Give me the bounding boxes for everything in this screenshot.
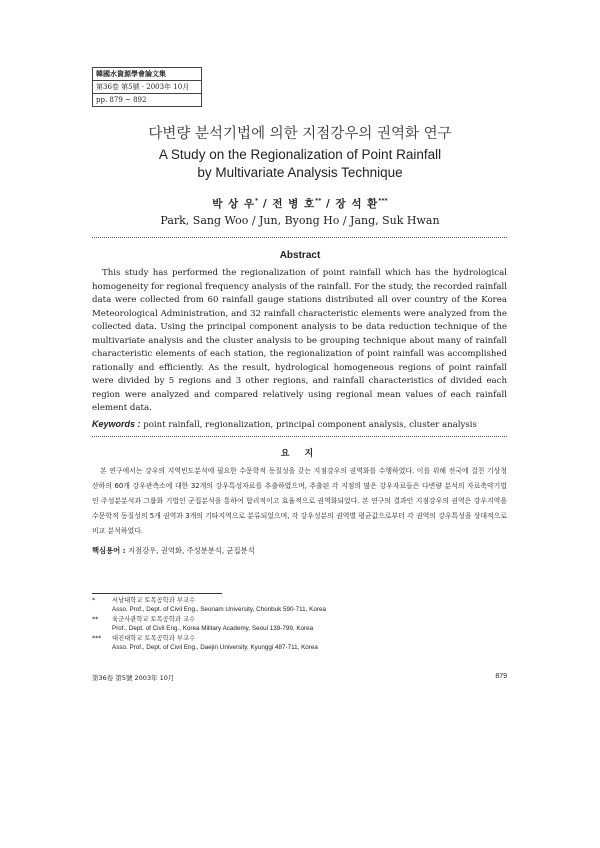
author-separator: / [321, 198, 336, 210]
footer-issue: 第36卷 第5號 2003年 10月 [92, 674, 175, 682]
author-mark: * [255, 197, 259, 205]
authors-english: Park, Sang Woo / Jun, Byong Ho / Jang, Suk Hwan [160, 214, 440, 227]
journal-name: 韓國水資源學會論文集 [93, 68, 201, 81]
journal-pages: pp. 879 ~ 892 [96, 96, 147, 104]
keywords-line [92, 418, 507, 431]
title-korean: 다변량 분석기법에 의한 지점강우의 권역화 연구 [148, 126, 452, 142]
footnote-korean: 서남대학교 토목공학과 부교수 [112, 597, 196, 604]
title-english-line1: A Study on the Regionalization of Point Rainfall [158, 147, 442, 162]
korean-keywords-line [92, 546, 507, 556]
footnote-mark: * [92, 597, 96, 604]
author-separator: / [258, 198, 273, 210]
footnote-korean: 육군사관학교 토목공학과 교수 [112, 616, 196, 623]
author-name: 장 석 환 [335, 198, 379, 210]
footnote-rule [92, 593, 222, 594]
journal-info-box [92, 67, 202, 107]
author-name: 박 상 우 [212, 198, 256, 210]
author-name: 전 병 호 [272, 198, 316, 210]
footnote-english: Prof., Dept. of Civil Eng., Korea Military Academy, Seoul 139-799, Korea [112, 625, 314, 632]
footnote-korean: 대진대학교 토목공학과 부교수 [112, 635, 196, 642]
korean-keywords-label: 핵심용어 : [92, 546, 126, 555]
yoji-heading: 요 지 [280, 449, 320, 459]
korean-keywords-text: 지점강우, 권역화, 주성분분석, 군집분석 [127, 546, 255, 555]
abstract-text: This study has performed the regionalization of point rainfall which has the hydrological homogeneity for regional frequency analysis of the rainfall. For the study, the recorded rainfall data were collected from 60 rainfall gauge stations distributed all over country of the Korea Meteorological Administration, and 32 rainfall characteristic elements were analyzed from the collected data. Using the principal component analysis to be data reduction technique of the multivariate analysis and the cluster analysis to be grouping technique about many of rainfall characteristic elements of each station, the regionalization of point rainfall was accomplished rationally and efficiently. As the result, hydrological homogeneous regions of point rainfall were divided by 5 regions and 3 other regions, and rainfall characteristics of divided each region were analyzed and compared relatively using regional mean values of each rainfall element data. [92, 268, 507, 413]
footnote-english: Asso. Prof., Dept. of Civil Eng., Seonam University, Chonbuk 590-711, Korea [112, 606, 326, 613]
footnote-mark: ** [92, 616, 99, 623]
authors-korean [0, 196, 600, 211]
keywords-text: point rainfall, regionalization, principal component analysis, cluster analysis [143, 420, 477, 430]
divider [92, 237, 507, 238]
author-mark: ** [315, 197, 322, 205]
yoji-text: 본 연구에서는 강우의 지역빈도분석에 필요한 수문학적 동질성을 갖는 지점강우의 권역화를 수행하였다. 이를 위해 전국에 걸친 기상청 산하의 60개 강우관측소에 대한 32개의 강우특성자료를 추출하였으며, 추출된 각 지점의 많은 강우자료들은 다변량 분석의 자료축약기법인 주성분분석과 그룹화 기법인 군집분석을 통하여 합리적이고 효율적으로 권역화되었다. 본 연구의 결과인 지점강우의 권역은 강우지역을 수문학적 동질성의 5개 권역과 3개의 기타지역으로 분류되었으며, 각 강우성분의 권역별 평균값으로부터 각 권역의 강우특성을 상대적으로 비교 분석하였다. [92, 467, 507, 535]
keywords-label: Keywords : [92, 419, 141, 429]
page-number: 879 [495, 673, 507, 680]
abstract-heading: Abstract [279, 250, 321, 261]
footnote-english: Asso. Prof., Dept. of Civil Eng., Daejin University, Kyunggi 487-711, Korea [112, 644, 318, 651]
title-english-line2: by Multivariate Analysis Technique [197, 165, 403, 180]
divider [92, 436, 507, 437]
journal-volume: 第36卷 第5號 · 2003年 10月 [93, 81, 201, 94]
title-english [0, 146, 600, 182]
footnote [92, 596, 507, 614]
footnote [92, 634, 507, 652]
footnote-mark: *** [92, 635, 102, 642]
author-mark: *** [378, 197, 388, 205]
footnote [92, 615, 507, 633]
